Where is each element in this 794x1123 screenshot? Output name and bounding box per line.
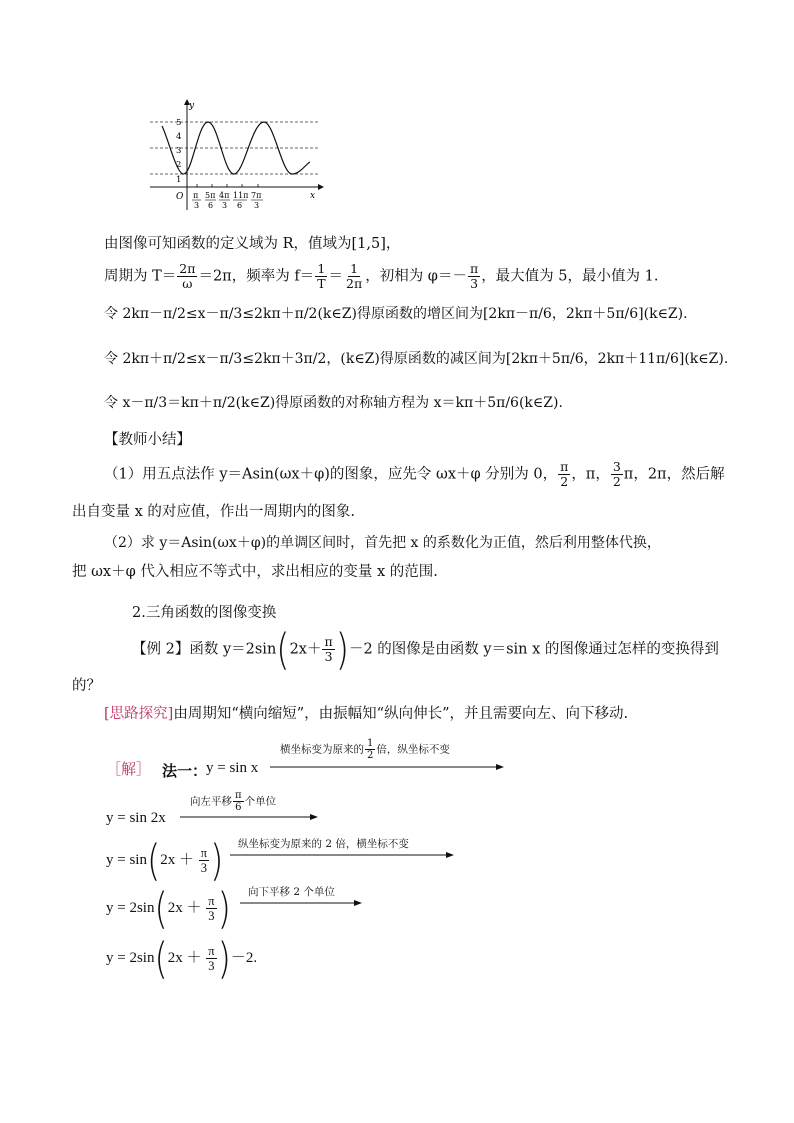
paren-close: ) bbox=[210, 835, 224, 886]
example-inner: 2x＋ bbox=[289, 641, 322, 658]
y-tick: 5 bbox=[176, 118, 182, 128]
freq-eq: ＝ bbox=[328, 268, 344, 285]
y-tick: 2 bbox=[176, 160, 182, 170]
arrow-1 bbox=[270, 762, 506, 772]
frac-num: π bbox=[469, 261, 479, 276]
example-text-a: 函数 y＝2sin bbox=[189, 641, 277, 658]
frac-den: 3 bbox=[324, 649, 333, 664]
example-2-line1 bbox=[132, 624, 719, 675]
summary-1-line1 bbox=[104, 460, 725, 489]
arrow1-label-tail: 倍，纵坐标不变 bbox=[376, 743, 450, 756]
frac-num: 1 bbox=[350, 261, 359, 276]
period-eq: ＝2π，频率为 f＝ bbox=[198, 268, 315, 285]
frac-den: 3 bbox=[208, 959, 215, 973]
step-0: y = sin x bbox=[206, 760, 259, 776]
max-min-text: ，最大值为 5，最小值为 1. bbox=[481, 268, 659, 285]
pi-sixth-frac bbox=[233, 790, 244, 813]
method-label: 法一： bbox=[162, 764, 208, 780]
step-2 bbox=[106, 835, 224, 886]
frac-den: ω bbox=[182, 276, 193, 291]
frac-den: 3 bbox=[470, 276, 479, 291]
x-axis-label: x bbox=[310, 191, 316, 201]
frac-num: π bbox=[235, 790, 242, 801]
frac-den: 3 bbox=[208, 909, 215, 923]
x-tick-num: 5π bbox=[205, 191, 216, 200]
period-prefix: 周期为 T＝ bbox=[104, 268, 177, 285]
frac-den: 2 bbox=[612, 474, 621, 489]
x-tick-den: 6 bbox=[237, 201, 243, 210]
step-1: y = sin 2x bbox=[106, 810, 166, 826]
step-3 bbox=[106, 883, 231, 934]
example-text-b: －2 的图像是由函数 y＝sin x 的图像通过怎样的变换得到 bbox=[348, 641, 719, 658]
period-frac bbox=[177, 262, 197, 291]
think-line bbox=[104, 704, 628, 724]
freq-frac1 bbox=[315, 262, 327, 291]
step4-tail: －2. bbox=[230, 949, 258, 966]
arrow-2-label bbox=[190, 790, 276, 813]
frac-num: 3 bbox=[612, 459, 621, 474]
frac-num: π bbox=[324, 634, 333, 649]
summary-2-line1: （2）求 y＝Asin(ωx＋φ)的单调区间时，首先把 x 的系数化为正值，然后利用整体代换， bbox=[104, 535, 661, 551]
increasing-interval-line: 令 2kπ－π/2≤x－π/3≤2kπ＋π/2(k∈Z)得原函数的增区间为[2kπ－π/6，2kπ＋5π/6](k∈Z). bbox=[104, 306, 688, 322]
paren-open: ( bbox=[146, 835, 161, 886]
example-label: 【例 2】 bbox=[132, 641, 190, 658]
arrow-1-label bbox=[280, 738, 450, 761]
frac-num: π bbox=[208, 894, 215, 908]
frac-den: 3 bbox=[200, 861, 208, 875]
summary-2-line2: 把 ωx＋φ 代入相应不等式中，求出相应的变量 x 的范围. bbox=[72, 564, 438, 580]
pi-third-frac bbox=[206, 894, 216, 923]
x-tick-den: 6 bbox=[208, 201, 214, 210]
x-tick-den: 3 bbox=[194, 201, 200, 210]
step4-inner: 2x ＋ bbox=[167, 949, 206, 966]
step3-inner: 2x ＋ bbox=[167, 899, 206, 916]
frac-den: T bbox=[317, 276, 326, 291]
solution-label-text: ［解］ bbox=[106, 760, 152, 778]
step-4 bbox=[106, 933, 258, 984]
summary-1-line2: 出自变量 x 的对应值，作出一周期内的图象. bbox=[72, 504, 356, 520]
arrow-3 bbox=[230, 850, 456, 860]
frac-den: 2 bbox=[560, 474, 569, 489]
example-2-line2: 的？ bbox=[72, 678, 101, 694]
frac-num: 1 bbox=[367, 738, 374, 749]
summary1-b: ，π， bbox=[571, 466, 610, 483]
think-label: [思路探究] bbox=[104, 706, 174, 722]
x-tick-num: 7π bbox=[251, 191, 262, 200]
paren-open: ( bbox=[276, 624, 290, 675]
frac-num: π bbox=[208, 944, 215, 958]
step2-text: y = sin bbox=[106, 851, 147, 868]
solution-label bbox=[106, 758, 151, 779]
three-half-frac bbox=[611, 460, 623, 489]
symmetry-axis-line: 令 x－π/3＝kπ＋π/2(k∈Z)得原函数的对称轴方程为 x＝kπ＋5π/6(k∈Z). bbox=[104, 395, 563, 411]
arrow-3-label: 纵坐标变为原来的 2 倍，横坐标不变 bbox=[238, 838, 409, 850]
x-tick-num: 11π bbox=[233, 191, 249, 200]
paren-close: ) bbox=[217, 933, 231, 984]
y-tick: 3 bbox=[176, 146, 182, 156]
arrow-2 bbox=[180, 812, 320, 822]
section-2-title: 2.三角函数的图像变换 bbox=[132, 605, 277, 621]
phase-frac bbox=[468, 262, 480, 291]
summary-title: 【教师小结】 bbox=[104, 432, 191, 448]
phase-prefix: ，初相为 φ＝－ bbox=[365, 268, 467, 285]
step4-text: y = 2sin bbox=[106, 949, 155, 966]
domain-range-line: 由图像可知函数的定义域为 R，值域为[1,5]， bbox=[104, 236, 401, 252]
x-tick-num: π bbox=[193, 191, 199, 200]
summary1-c: π，2π，然后解 bbox=[623, 466, 725, 483]
y-tick: 4 bbox=[176, 132, 182, 142]
y-tick: 1 bbox=[176, 175, 182, 185]
paren-open: ( bbox=[154, 883, 168, 934]
arrow2-label-tail: 个单位 bbox=[244, 795, 277, 808]
frac-num: π bbox=[200, 846, 208, 860]
pi-third-frac bbox=[199, 846, 209, 875]
freq-frac2 bbox=[344, 262, 364, 291]
x-tick-num: 4π bbox=[219, 191, 230, 200]
sine-graph bbox=[150, 98, 330, 216]
half-frac bbox=[365, 738, 375, 761]
pi-half-frac bbox=[558, 460, 570, 489]
period-line bbox=[104, 262, 658, 291]
x-tick-den: 3 bbox=[254, 201, 260, 210]
paren-open: ( bbox=[154, 933, 168, 984]
step2-inner: 2x ＋ bbox=[160, 851, 198, 868]
pi-third-frac bbox=[322, 635, 334, 664]
decreasing-interval-line: 令 2kπ＋π/2≤x－π/3≤2kπ＋3π/2，(k∈Z)得原函数的减区间为[2kπ＋5π/6，2kπ＋11π/6](k∈Z). bbox=[104, 351, 729, 367]
frac-den: 6 bbox=[235, 802, 242, 813]
paren-close: ) bbox=[217, 883, 231, 934]
paren-close: ) bbox=[335, 624, 349, 675]
x-tick-den: 3 bbox=[222, 201, 228, 210]
summary1-a: （1）用五点法作 y＝Asin(ωx＋φ)的图象，应先令 ωx＋φ 分别为 0， bbox=[104, 466, 558, 483]
arrow-4 bbox=[240, 898, 364, 908]
origin-label: O bbox=[176, 192, 184, 202]
frac-num: π bbox=[560, 459, 569, 474]
frac-den: 2 bbox=[367, 750, 374, 761]
step3-text: y = 2sin bbox=[106, 899, 155, 916]
arrow1-label-head: 横坐标变为原来的 bbox=[280, 743, 364, 756]
think-text: 由周期知“横向缩短”，由振幅知“纵向伸长”，并且需要向左、向下移动. bbox=[173, 706, 629, 722]
frac-num: 1 bbox=[317, 261, 326, 276]
arrow-4-label: 向下平移 2 个单位 bbox=[248, 886, 335, 898]
frac-den: 2π bbox=[346, 276, 363, 291]
y-axis-label: y bbox=[189, 101, 195, 111]
arrow2-label-head: 向左平移 bbox=[190, 795, 232, 808]
pi-third-frac bbox=[206, 944, 216, 973]
frac-num: 2π bbox=[179, 261, 196, 276]
